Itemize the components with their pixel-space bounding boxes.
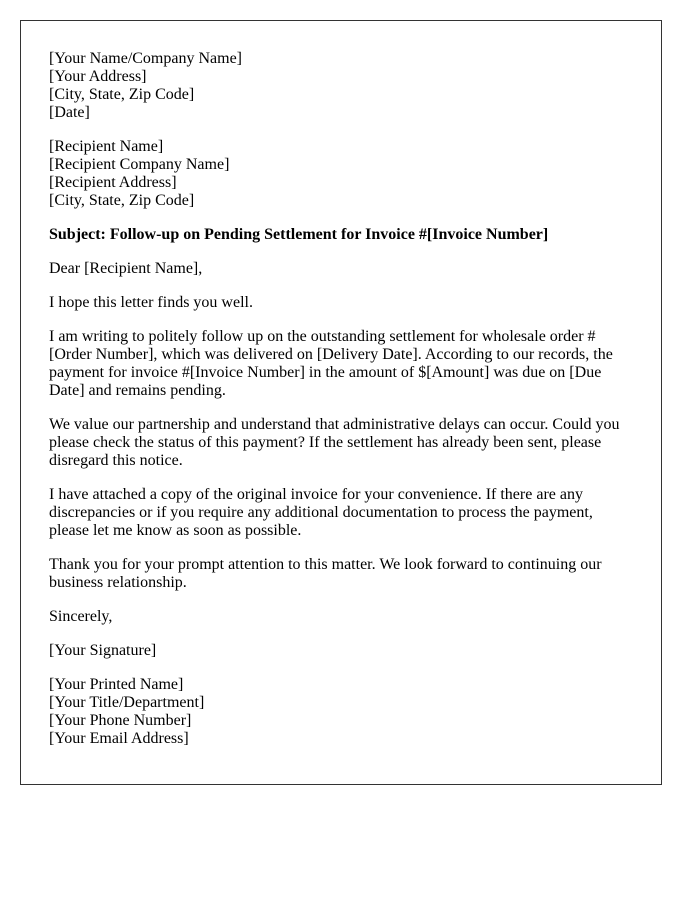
signoff-block [49,676,621,748]
signature: [Your Signature] [49,642,157,659]
subject-line: Subject: Follow-up on Pending Settlement for Invoice #[Invoice Number] [49,226,549,243]
body-paragraph: Thank you for your prompt attention to this matter. We look forward to continuing our business relationship. [49,556,602,591]
email-address: [Your Email Address] [49,730,189,747]
body-paragraph: I am writing to politely follow up on the outstanding settlement for wholesale order #[Order Number], which was delivered on [Delivery Date]. According to our records, the payment for invoice #[Invoice Number] in the amount of $[Amount] was due on [Due Date] and remains pending. [49,328,613,399]
body-paragraph: We value our partnership and understand that administrative delays can occur. Could you please check the status of this payment? If the settlement has already been sent, please disregard this notice. [49,416,620,469]
sender-address: [Your Address] [49,68,147,85]
sender-city: [City, State, Zip Code] [49,86,195,103]
recipient-name: [Recipient Name] [49,138,164,155]
body-paragraph: I hope this letter finds you well. [49,294,253,311]
closing: Sincerely, [49,608,113,625]
sender-block [49,50,621,122]
recipient-city: [City, State, Zip Code] [49,192,195,209]
letter-date: [Date] [49,104,90,121]
sender-name: [Your Name/Company Name] [49,50,243,67]
recipient-address: [Recipient Address] [49,174,177,191]
body-paragraph: I have attached a copy of the original invoice for your convenience. If there are any discrepancies or if you require any additional documentation to process the payment, please let me know as soon as possible. [49,486,593,539]
recipient-company: [Recipient Company Name] [49,156,230,173]
recipient-block [49,138,621,210]
letter [20,20,662,785]
title-department: [Your Title/Department] [49,694,205,711]
salutation: Dear [Recipient Name], [49,260,203,277]
phone-number: [Your Phone Number] [49,712,192,729]
printed-name: [Your Printed Name] [49,676,184,693]
